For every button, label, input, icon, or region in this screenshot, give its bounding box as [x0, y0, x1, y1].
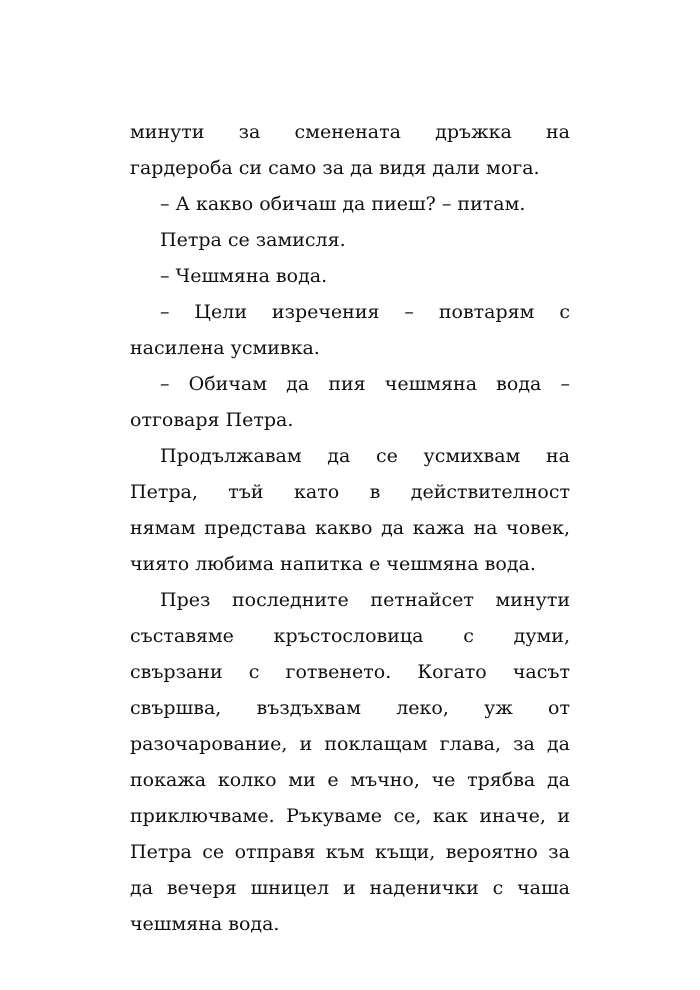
text-line: насилена усмивка. [130, 337, 320, 359]
text-line: минути за сменената дръжка на [130, 121, 570, 143]
text-line: През последните петнайсет минути [160, 589, 570, 611]
text-line: свързани с готвенето. Когато часът [130, 661, 570, 683]
text-line: Петра се отправя към къщи, вероятно за [130, 841, 570, 863]
text-line: чиято любима напитка е чешмяна вода. [130, 553, 536, 575]
dialogue-line: – Цели изречения – повтарям с [160, 301, 570, 323]
text-line: Петра се замисля. [160, 229, 346, 251]
dialogue-line: – А какво обичаш да пиеш? – питам. [160, 193, 526, 215]
text-line: Петра, тъй като в действителност [130, 481, 570, 503]
text-line: разочарование, и поклащам глава, за да [130, 733, 570, 755]
text-line: приключваме. Ръкуваме се, как иначе, и [130, 805, 570, 827]
dialogue-line: – Обичам да пия чешмяна вода – [160, 373, 570, 395]
text-line: да вечеря шницел и наденички с чаша [130, 877, 570, 899]
text-line: отговаря Петра. [130, 409, 294, 431]
text-line: чешмяна вода. [130, 913, 280, 935]
text-line: нямам представа какво да кажа на човек, [130, 517, 570, 539]
text-line: покажа колко ми е мъчно, че трябва да [130, 769, 570, 791]
text-line: Продължавам да се усмихвам на [160, 445, 570, 467]
body-text [130, 114, 570, 942]
text-line: гардероба си само за да видя дали мога. [130, 157, 540, 179]
dialogue-line: – Чешмяна вода. [160, 265, 328, 287]
text-line: свършва, въздъхвам леко, уж от [130, 697, 570, 719]
text-line: съставяме кръстословица с думи, [130, 625, 570, 647]
